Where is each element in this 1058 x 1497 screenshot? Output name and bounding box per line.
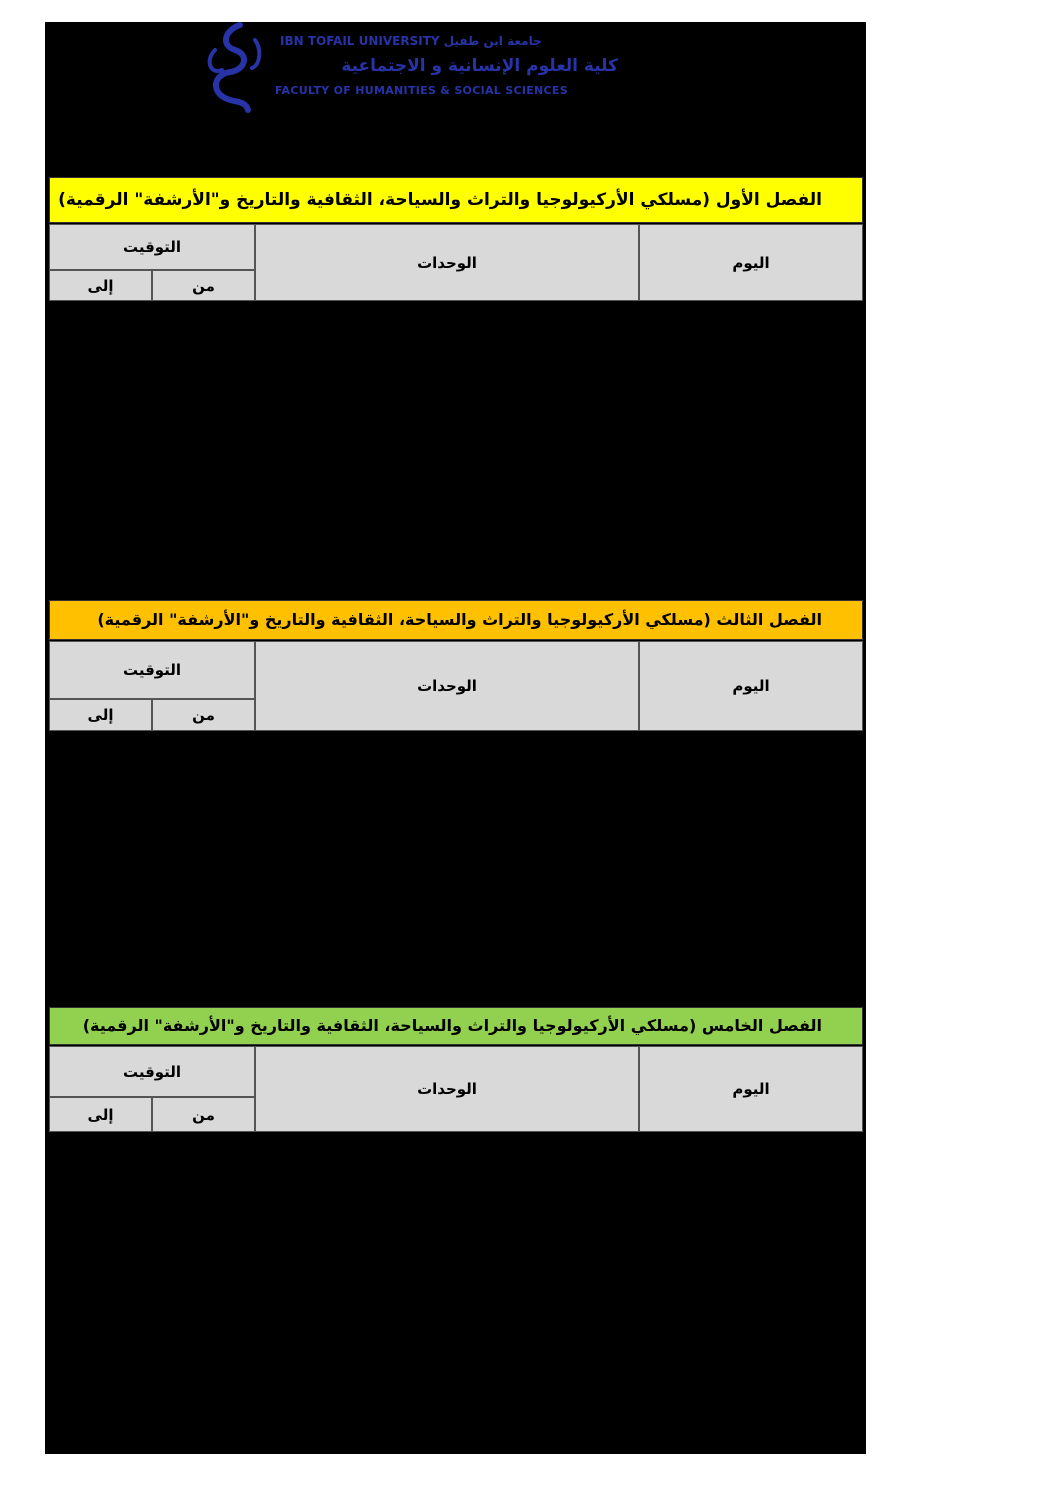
university-logo xyxy=(200,20,630,118)
header-to: إلى xyxy=(49,270,152,301)
header-time: التوقيت xyxy=(49,1046,255,1097)
section-title-banner: الفصل الخامس (مسلكي الأركيولوجيا والتراث والسياحة، الثقافية والتاريخ و"الأرشفة" الرقمية) xyxy=(49,1007,863,1045)
logo-line-faculty-english: FACULTY OF HUMANITIES & SOCIAL SCIENCES xyxy=(275,84,568,97)
logo-line-faculty-arabic: كلية العلوم الإنسانية و الاجتماعية xyxy=(341,56,618,76)
header-time: التوقيت xyxy=(49,224,255,270)
header-time: التوقيت xyxy=(49,641,255,699)
header-from: من xyxy=(152,270,255,301)
header-to: إلى xyxy=(49,1097,152,1132)
header-units: الوحدات xyxy=(255,224,639,301)
header-day: اليوم xyxy=(639,224,863,301)
section-title-banner: الفصل الأول (مسلكي الأركيولوجيا والتراث والسياحة، الثقافية والتاريخ و"الأرشفة" الرقمية) xyxy=(49,177,863,223)
section-title-banner: الفصل الثالث (مسلكي الأركيولوجيا والتراث والسياحة، الثقافية والتاريخ و"الأرشفة" الرقمية) xyxy=(49,600,863,640)
header-day: اليوم xyxy=(639,641,863,731)
header-units: الوحدات xyxy=(255,641,639,731)
header-from: من xyxy=(152,1097,255,1132)
header-units: الوحدات xyxy=(255,1046,639,1132)
header-day: اليوم xyxy=(639,1046,863,1132)
logo-line-university: IBN TOFAIL UNIVERSITY جامعة ابن طفيل xyxy=(280,34,542,48)
header-to: إلى xyxy=(49,699,152,731)
header-from: من xyxy=(152,699,255,731)
logo-emblem-icon xyxy=(200,20,270,115)
